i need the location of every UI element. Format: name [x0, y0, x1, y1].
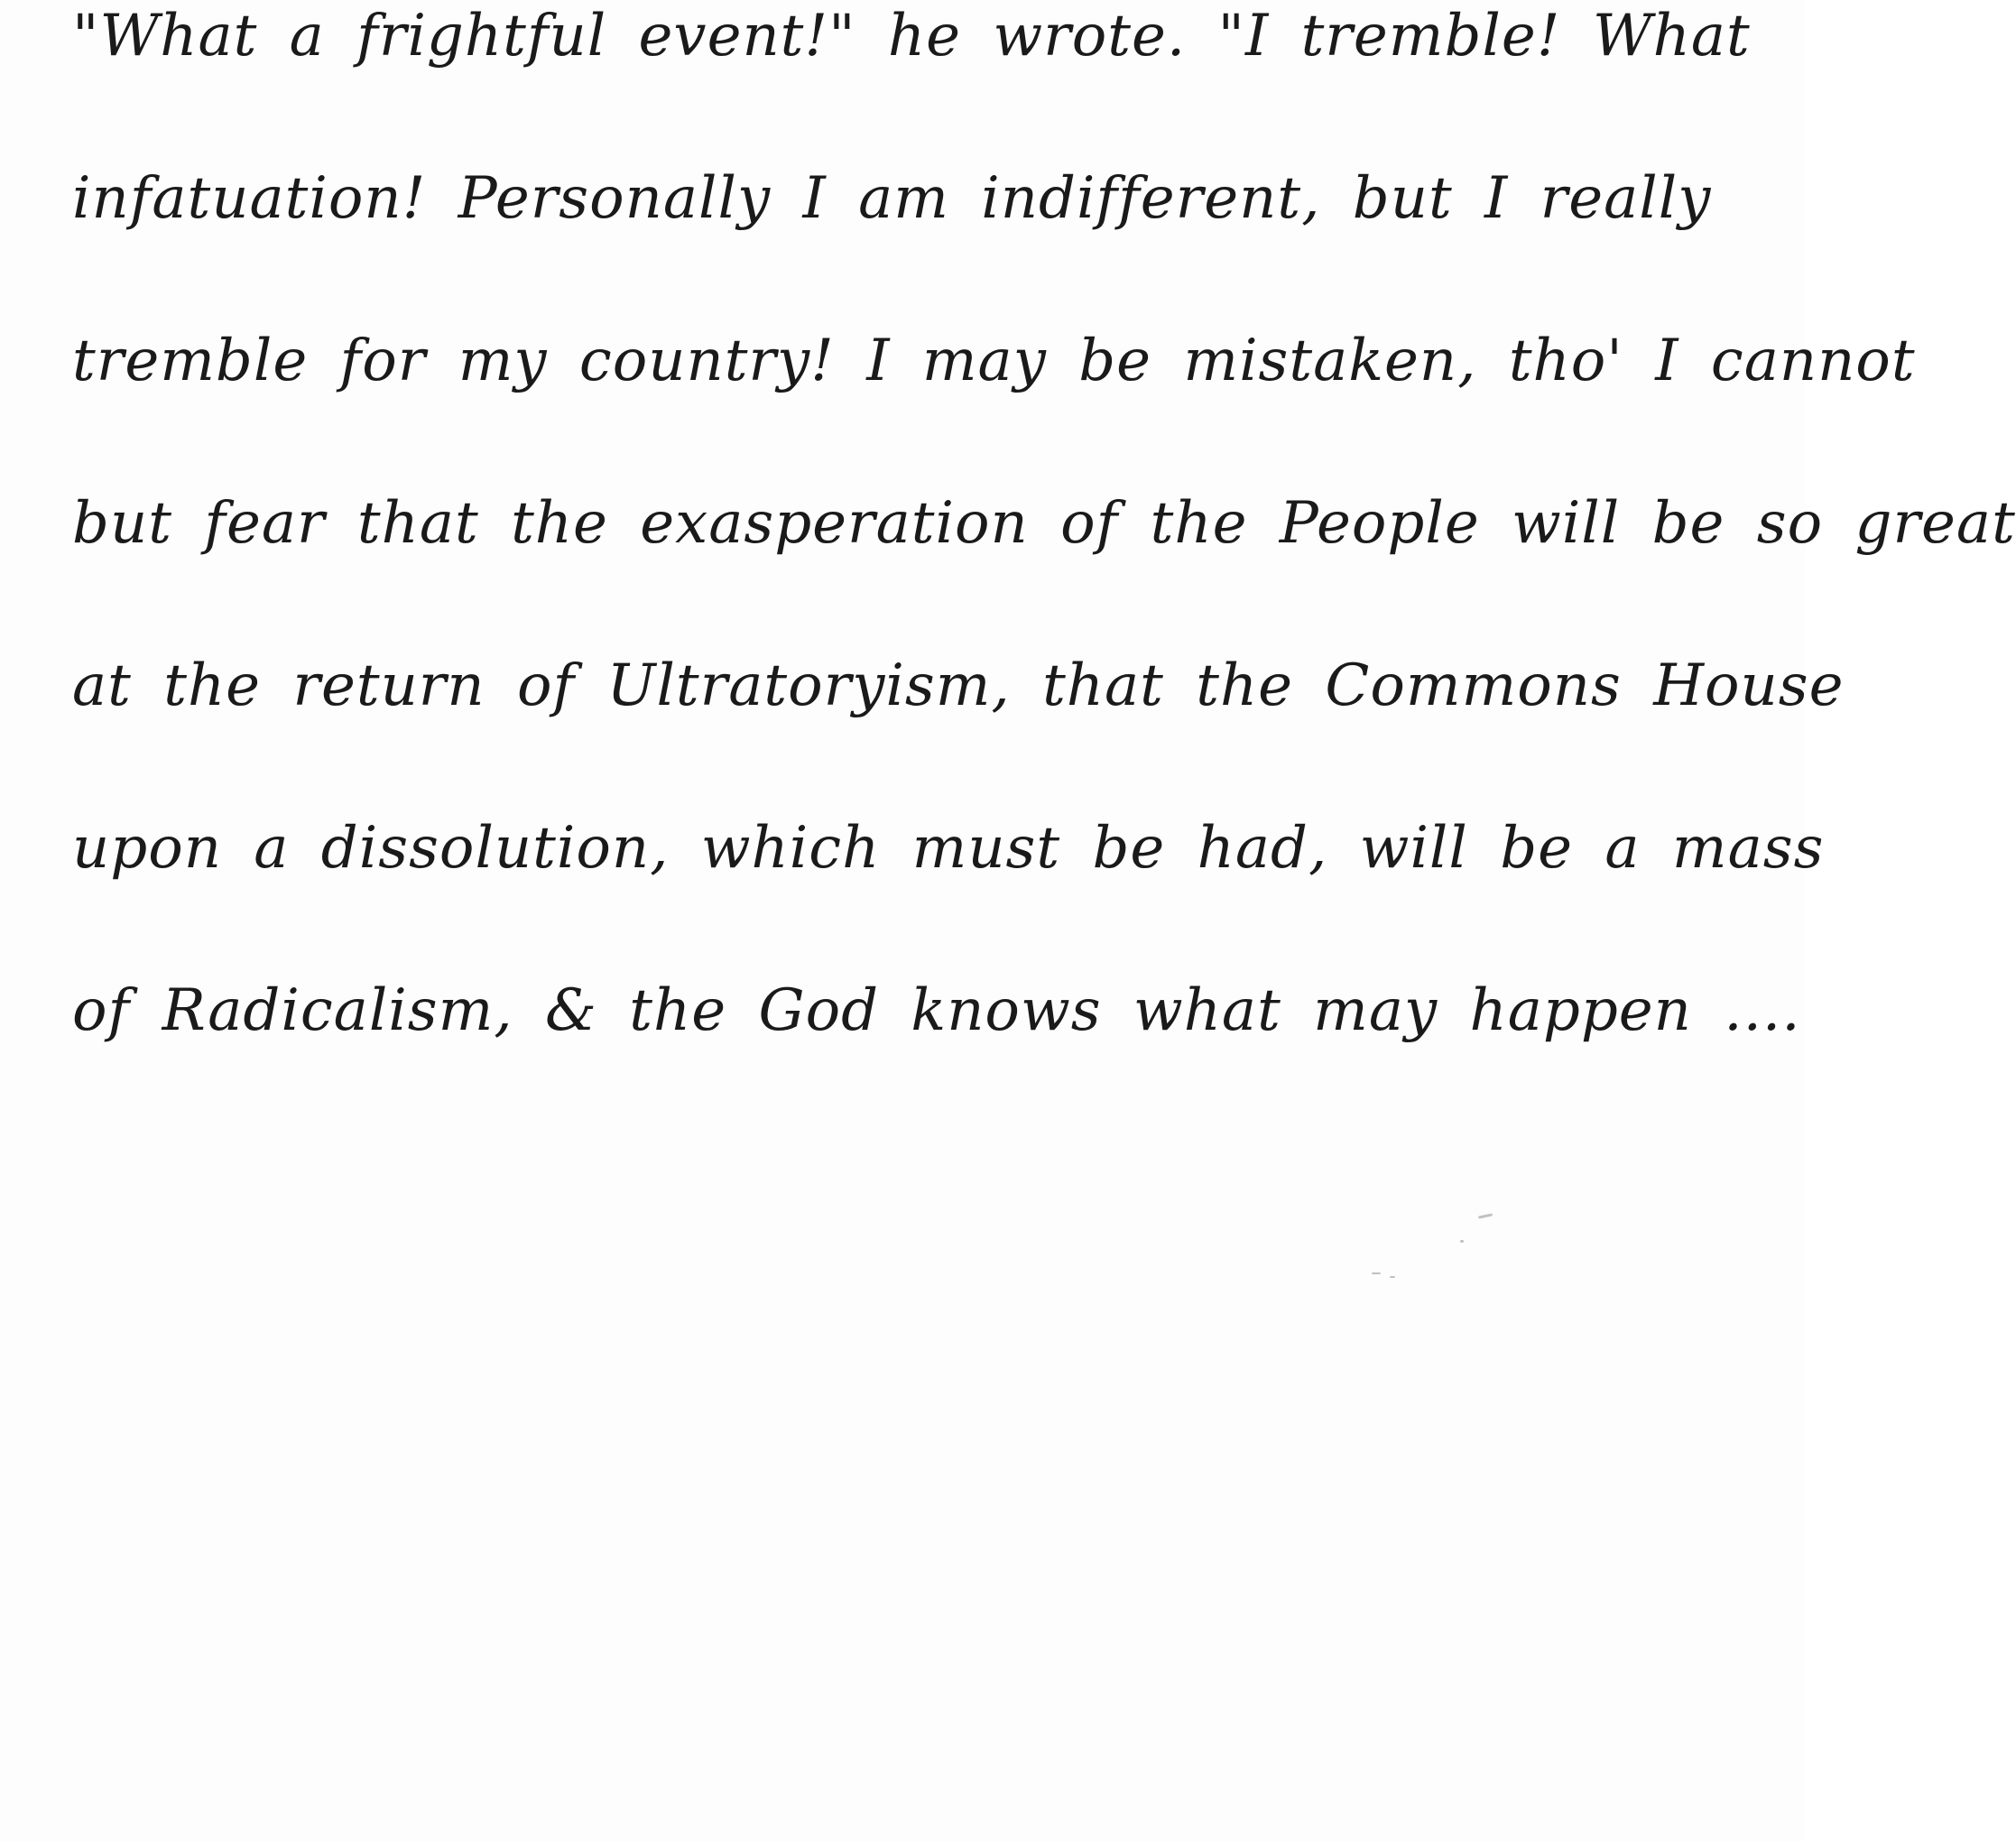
handwritten-line-6: upon a dissolution, which must be had, will be a mass: [72, 815, 1825, 882]
handwritten-line-2: infatuation! Personally I am indifferent, but I really: [72, 165, 1712, 232]
handwritten-line-3: tremble for my country! I may be mistaken, tho' I cannot: [72, 328, 1916, 394]
ink-smudge-mark: [1460, 1240, 1464, 1243]
handwritten-line-7: of Radicalism, & the God knows what may happen ....: [72, 977, 1801, 1044]
ink-smudge-mark: [1372, 1272, 1381, 1274]
ink-smudge-mark: [1478, 1213, 1493, 1218]
handwritten-line-1: "What a frightful event!" he wrote. "I tremble! What: [72, 3, 1751, 69]
ink-smudge-mark: [1390, 1276, 1395, 1278]
handwritten-line-5: at the return of Ultratoryism, that the Commons House: [72, 652, 1845, 719]
handwritten-line-4: but fear that the exasperation of the People will be so great: [72, 490, 2016, 557]
